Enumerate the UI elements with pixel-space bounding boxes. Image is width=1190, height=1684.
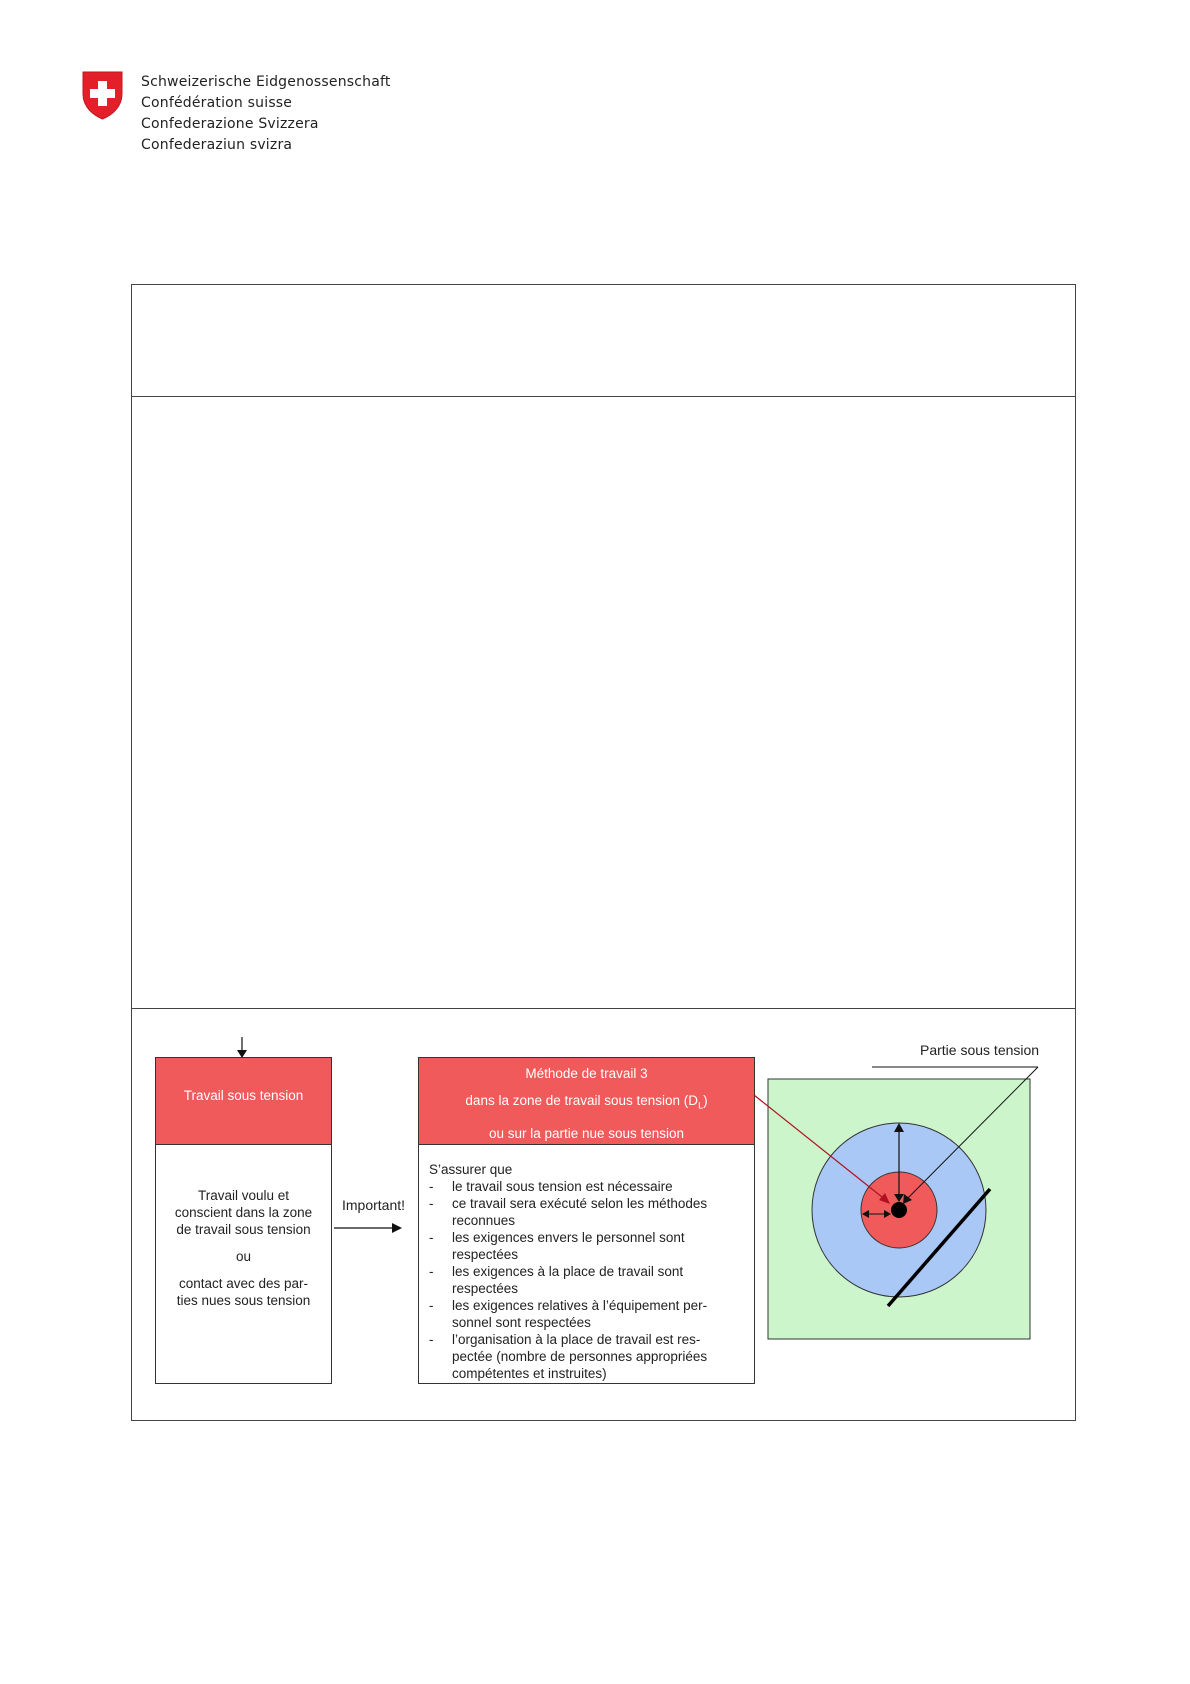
method-zone-suffix: ) — [703, 1093, 708, 1108]
header-line-rm: Confederaziun svizra — [141, 137, 293, 153]
description-line: ties nues sous tension — [176, 1293, 311, 1308]
description-line: conscient dans la zone — [174, 1205, 313, 1220]
method-title-line: Méthode de travail 3 — [525, 1066, 648, 1081]
swiss-shield-icon — [81, 70, 124, 120]
checklist-item: - les exigences à la place de travail sont respectées — [429, 1264, 684, 1296]
method-title-line: ou sur la partie nue sous tension — [488, 1125, 685, 1141]
confederation-names — [141, 72, 471, 156]
header-line-de: Schweizerische Eidgenossenschaft — [141, 74, 391, 90]
checklist-item: - les exigences relatives à l’équipement per- sonnel sont respectées — [429, 1298, 708, 1330]
checklist-item: - ce travail sera exécuté selon les méthodes reconnues — [429, 1196, 708, 1228]
checklist-item: - l’organisation à la place de travail est res- pectée (nombre de personnes appropriées compétentes et instruites) — [429, 1332, 708, 1381]
checklist-item: - les exigences envers le personnel sont respectées — [429, 1230, 685, 1262]
important-label: Important! — [342, 1197, 406, 1213]
live-work-title: Travail sous tension — [156, 1058, 331, 1145]
description-or: ou — [235, 1249, 252, 1264]
zone-diagram — [132, 285, 1077, 1422]
live-conductor — [891, 1202, 907, 1218]
checklist-item: - le travail sous tension est nécessaire — [429, 1179, 673, 1194]
description-line: contact avec des par- — [178, 1276, 309, 1291]
method-zone-text: dans la zone de travail sous tension (D — [465, 1093, 699, 1108]
description-line: de travail sous tension — [176, 1222, 311, 1237]
checklist-intro: S’assurer que — [429, 1162, 513, 1177]
document-frame — [131, 284, 1076, 1421]
header-line-fr: Confédération suisse — [141, 95, 293, 111]
header-line-it: Confederazione Svizzera — [141, 116, 319, 132]
description-line: Travail voulu et — [197, 1188, 290, 1203]
method-zone-subscript: L — [698, 1100, 704, 1111]
live-part-label: Partie sous tension — [920, 1042, 1040, 1058]
